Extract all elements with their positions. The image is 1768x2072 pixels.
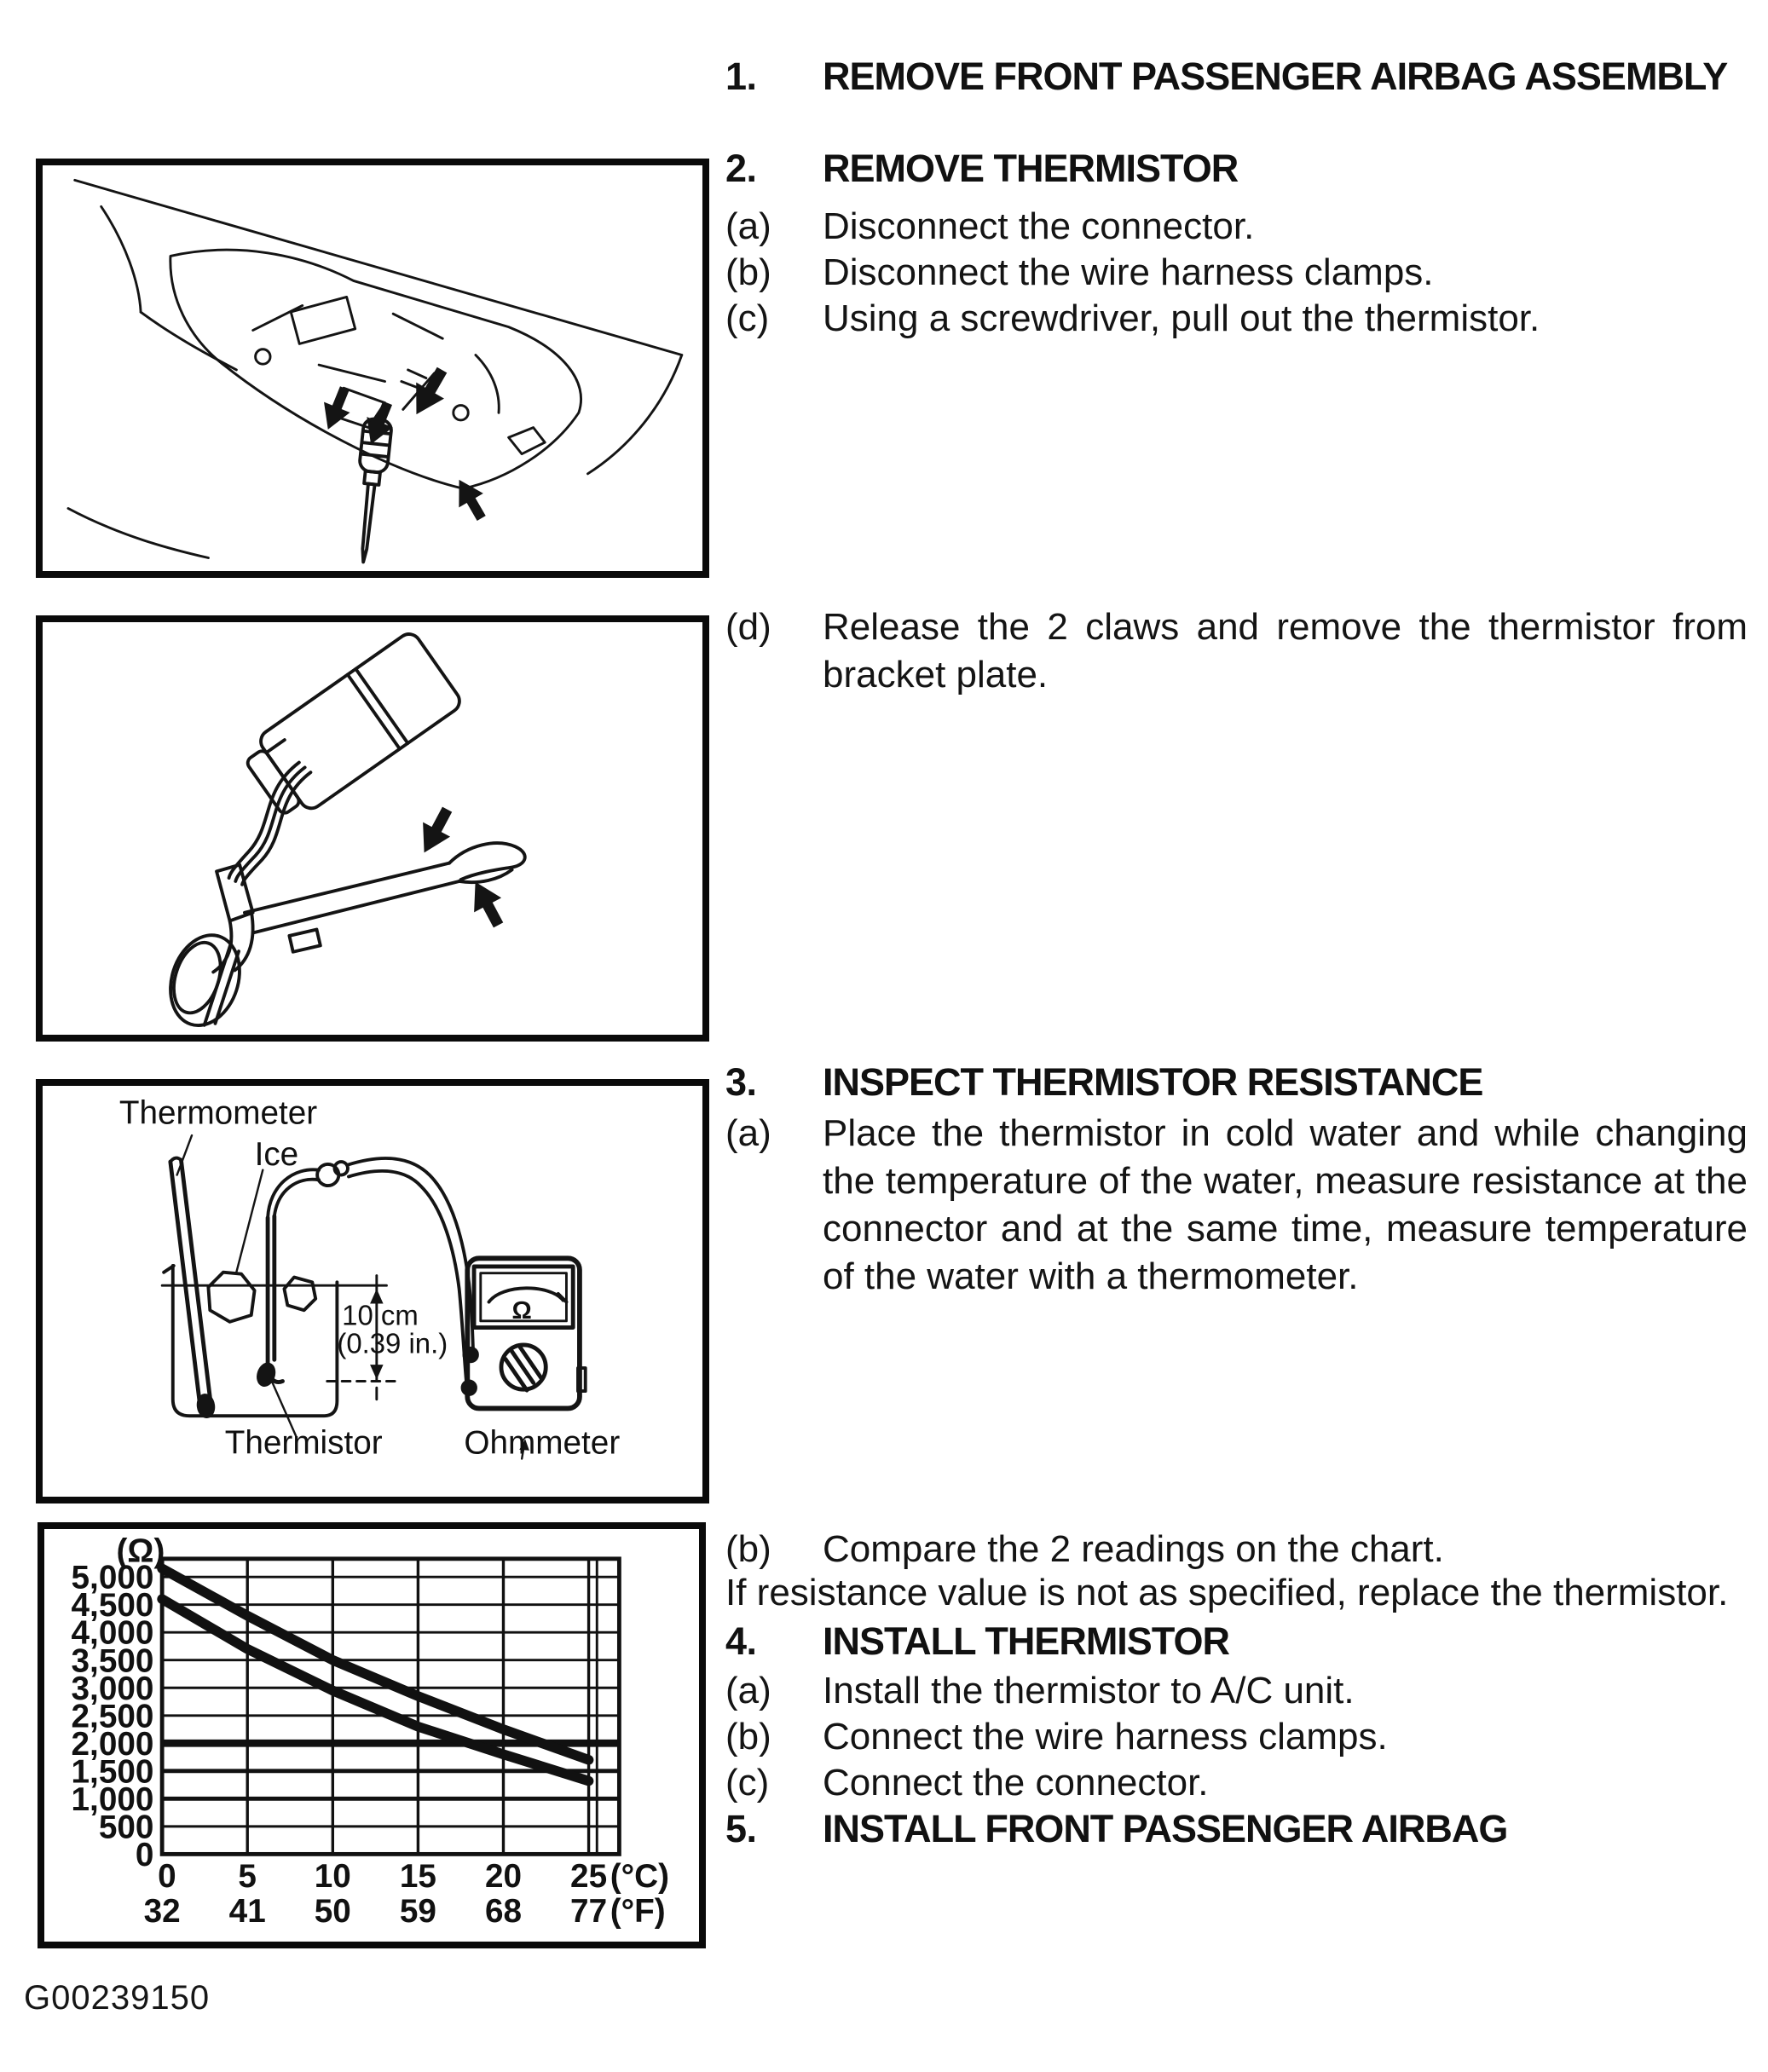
x-tick-celsius: 10	[314, 1858, 351, 1896]
dashboard-figure-drawing	[43, 165, 702, 571]
ice-cube-icon	[208, 1273, 254, 1322]
y-tick-label: 1,500	[71, 1753, 154, 1791]
resistance-curve	[162, 1568, 588, 1759]
x-tick-fahrenheit: 32	[143, 1892, 181, 1930]
step-2-heading	[725, 147, 1238, 191]
y-tick-label: 4,000	[71, 1614, 154, 1652]
step-number: 2.	[725, 147, 757, 190]
test-setup-figure-drawing	[43, 1086, 702, 1497]
step-5-heading	[725, 1807, 1507, 1851]
step-3-heading	[725, 1060, 1482, 1105]
y-tick-label: 4,500	[71, 1587, 154, 1625]
x-tick-fahrenheit: 68	[484, 1892, 523, 1930]
y-tick-label: 0	[135, 1836, 154, 1873]
ohm-symbol-icon: Ω	[511, 1296, 532, 1325]
substep-tag: (a)	[725, 1112, 771, 1154]
y-tick-label: 5,000	[71, 1559, 154, 1596]
step-number: 4.	[725, 1619, 757, 1663]
substep-text: Compare the 2 readings on the chart.	[823, 1528, 1444, 1570]
figure-resistance-chart	[38, 1522, 706, 1948]
x-tick-fahrenheit: 59	[399, 1892, 436, 1930]
step-2c	[725, 295, 1540, 343]
substep-text: Connect the wire harness clamps.	[823, 1716, 1388, 1757]
thermistor-probe-icon	[256, 1162, 348, 1387]
substep-tag: (b)	[725, 251, 771, 293]
substep-text: Disconnect the connector.	[823, 205, 1255, 247]
x-tick-fahrenheit: 77	[570, 1892, 608, 1930]
thermistor-figure-drawing	[43, 622, 702, 1035]
x-tick-fahrenheit: 50	[314, 1892, 351, 1930]
x-tick-celsius: 0	[158, 1858, 176, 1896]
step-2d	[725, 603, 1748, 699]
step-title: REMOVE THERMISTOR	[823, 147, 1239, 190]
step-3b	[725, 1526, 1444, 1573]
step-number: 5.	[725, 1807, 757, 1850]
substep-tag: (b)	[725, 1528, 771, 1570]
step-2a	[725, 203, 1254, 251]
grommet-icon	[159, 926, 251, 1035]
step-4a	[725, 1667, 1355, 1715]
step-number: 1.	[725, 55, 757, 98]
step-4-heading	[725, 1619, 1229, 1664]
y-axis-unit-label: (Ω)	[116, 1532, 165, 1570]
substep-tag: (c)	[725, 1762, 770, 1804]
step-title: REMOVE FRONT PASSENGER AIRBAG ASSEMBLY	[823, 55, 1728, 98]
x-tick-celsius: 15	[399, 1858, 436, 1896]
x-tick-celsius: 25	[570, 1858, 608, 1896]
y-tick-label: 2,000	[71, 1725, 154, 1763]
substep-tag: (b)	[725, 1716, 771, 1757]
substep-text: Connect the connector.	[823, 1762, 1209, 1804]
step-3a	[725, 1110, 1748, 1301]
x-tick-fahrenheit: 41	[228, 1892, 266, 1930]
step-title: INSPECT THERMISTOR RESISTANCE	[823, 1060, 1483, 1104]
substep-text: Release the 2 claws and remove the thermistor from bracket plate.	[823, 606, 1748, 695]
figure-thermistor-component	[36, 615, 709, 1042]
figure-dashboard-thermistor-removal	[36, 159, 709, 578]
x-tick-celsius: 20	[484, 1858, 523, 1896]
y-tick-label: 500	[98, 1809, 154, 1846]
y-tick-label: 1,000	[71, 1781, 154, 1818]
substep-tag: (a)	[725, 1670, 771, 1711]
figure-id-code: G00239150	[24, 1979, 211, 2017]
step-1-heading	[725, 55, 1727, 99]
substep-text: Place the thermistor in cold water and while changing the temperature of the water, measure resistance at the connector and at the same time, measure temperature of the water with a thermometer.	[823, 1112, 1748, 1297]
ice-cube-icon	[284, 1278, 315, 1311]
x-unit-fahrenheit: (°F)	[610, 1892, 666, 1930]
label-thermometer: Thermometer	[118, 1094, 318, 1132]
figure-resistance-test-setup	[36, 1079, 709, 1503]
step-2b	[725, 249, 1434, 297]
label-dimension-cm: 10 cm	[342, 1299, 419, 1331]
pointer-arrows-icon	[315, 362, 494, 526]
substep-tag: (c)	[725, 297, 770, 339]
step-title: INSTALL THERMISTOR	[823, 1619, 1229, 1663]
replace-note: If resistance value is not as specified, replace the thermistor.	[725, 1572, 1729, 1613]
substep-text: Install the thermistor to A/C unit.	[823, 1670, 1355, 1711]
x-tick-celsius: 5	[238, 1858, 257, 1896]
step-title: INSTALL FRONT PASSENGER AIRBAG	[823, 1807, 1508, 1850]
y-tick-label: 2,500	[71, 1698, 154, 1735]
step-4c	[725, 1759, 1209, 1807]
substep-text: Disconnect the wire harness clamps.	[823, 251, 1434, 293]
label-ohmmeter: Ohmmeter	[464, 1424, 621, 1462]
ohmmeter-icon	[462, 1258, 585, 1408]
label-ice: Ice	[254, 1135, 299, 1173]
substep-text: Using a screwdriver, pull out the thermistor.	[823, 297, 1540, 339]
resistance-curve	[162, 1599, 588, 1781]
label-thermistor: Thermistor	[224, 1424, 383, 1462]
y-tick-label: 3,000	[71, 1670, 154, 1707]
step-number: 3.	[725, 1060, 757, 1104]
substep-tag: (a)	[725, 205, 771, 247]
substep-tag: (d)	[725, 606, 771, 648]
x-unit-celsius: (°C)	[610, 1858, 669, 1896]
step-4b	[725, 1713, 1388, 1761]
resistance-temperature-chart	[44, 1529, 699, 1942]
label-dimension-in: (0.39 in.)	[337, 1327, 448, 1359]
y-tick-label: 3,500	[71, 1642, 154, 1680]
